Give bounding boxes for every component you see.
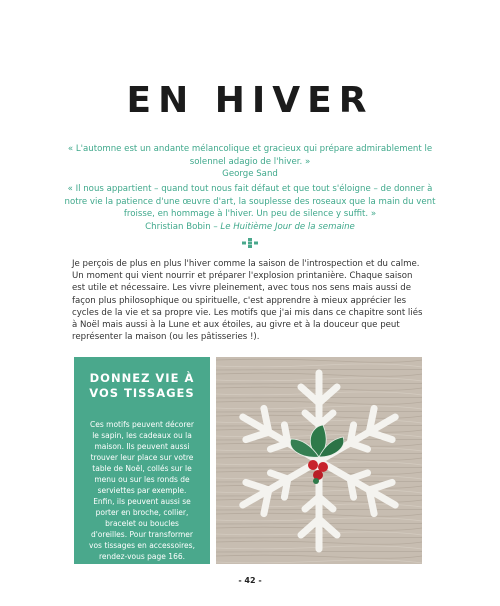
page-number: - 42 - <box>238 576 262 585</box>
tip-box <box>74 357 210 564</box>
quote-author-name: Christian Bobin – <box>145 221 221 232</box>
snowflake-image <box>216 357 422 564</box>
tip-box-text: Ces motifs peuvent décorer le sapin, les cadeaux ou la maison. Ils peuvent aussi trouver leur place sur votre table de Noël, collés sur le menu ou sur les ronds de serviettes par exemple. Enfin, ils peuvent aussi se porter en broche, collier, bracelet ou boucles d'oreilles. Pour transformer vos tissages en accessoires, rendez-vous page 166. <box>89 420 195 561</box>
quote-text: « L'automne est un andante mélancolique et gracieux qui prépare admirablement le solennel adagio de l'hiver. » <box>67 144 433 167</box>
quote-author: George Sand <box>222 169 278 179</box>
page-title: EN HIVER <box>126 80 374 121</box>
intro-paragraph: Je perçois de plus en plus l'hiver comme la saison de l'introspection et du calme. Un moment qui vient nourrir et préparer l'explosion printanière. Chaque saison est utile et nécessaire. Les vivre pleinement, avec tous nos sens mais aussi de façon plus philosophique ou spirituelle, c'est apprendre à mieux apprécier les cycles de la vie et sa propre vie. Les motifs que j'ai mis dans ce chapitre sont liés à Noël mais aussi à la Lune et aux étoiles, au givre et à la douceur que peut représenter la maison (ou les pâtisseries !). <box>72 259 423 343</box>
quote-author <box>62 221 438 234</box>
quote-george-sand <box>62 143 438 181</box>
quote-christian-bobin <box>62 183 438 233</box>
quote-text: « Il nous appartient – quand tout nous fait défaut et que tout s'éloigne – de donner à notre vie la patience d'une œuvre d'art, la souplesse des roseaux que la main du vent froisse, en hommage à l'hiver. Un peu de silence y suffit. » <box>64 184 436 219</box>
snowflake-photo <box>216 357 422 564</box>
quote-book-title: Le Huitième Jour de la semaine <box>220 221 355 232</box>
tip-box-title: DONNEZ VIE À VOS TISSAGES <box>89 371 195 400</box>
bead-ornament-icon <box>242 238 258 248</box>
